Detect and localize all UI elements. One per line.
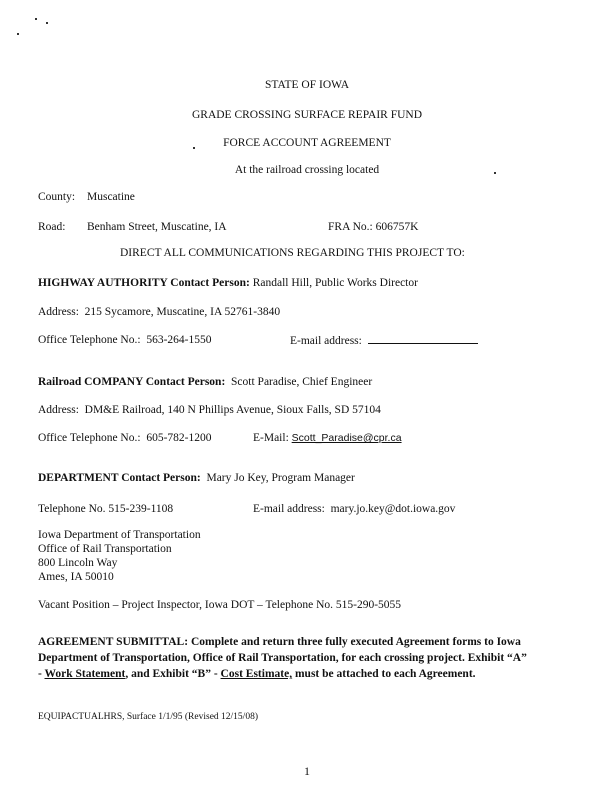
road-value: Benham Street, Muscatine, IA (87, 221, 227, 233)
email-blank-line (368, 333, 478, 344)
address-label: Address: (38, 404, 79, 416)
railroad-heading: Railroad COMPANY Contact Person: (38, 376, 226, 388)
phone-value: 515-239-1108 (108, 503, 174, 515)
department-contact (38, 471, 355, 485)
dept-address-line: Office of Rail Transportation (38, 543, 172, 555)
submittal-text: Complete and return three fully executed Agreement forms to Iowa (190, 636, 521, 648)
page-number: 1 (304, 764, 310, 778)
work-statement: Work Statement (44, 668, 126, 680)
railroad-contact-name: Scott Paradise, Chief Engineer (231, 376, 373, 388)
phone-label: Telephone No. (38, 503, 106, 515)
form-code: EQUIPACTUALHRS, Surface 1/1/95 (Revised 12/15/08) (38, 712, 258, 722)
railroad-email (253, 431, 402, 445)
fra-value: 606757K (375, 221, 419, 233)
email-label: E-mail address: (253, 503, 325, 515)
address-label: Address: (38, 306, 79, 318)
department-contact-name: Mary Jo Key, Program Manager (206, 472, 355, 484)
dept-address-line: 800 Lincoln Way (38, 557, 118, 569)
phone-value: 605-782-1200 (146, 432, 212, 444)
title-fund: GRADE CROSSING SURFACE REPAIR FUND (191, 109, 423, 121)
dept-address-line: Iowa Department of Transportation (38, 529, 201, 541)
crossing-located: At the railroad crossing located (234, 164, 380, 176)
address-value: 215 Sycamore, Muscatine, IA 52761-3840 (84, 306, 281, 318)
phone-label: Office Telephone No.: (38, 432, 141, 444)
submittal-text: must be attached to each Agreement. (292, 668, 476, 680)
email-label: E-mail address: (290, 335, 362, 347)
address-value: DM&E Railroad, 140 N Phillips Avenue, Sioux Falls, SD 57104 (84, 404, 381, 416)
phone-value: 563-264-1550 (146, 334, 212, 346)
highway-address (38, 305, 280, 319)
submittal-line-3 (38, 667, 476, 681)
railroad-phone (38, 431, 211, 445)
road-label: Road: (38, 221, 66, 233)
highway-phone (38, 333, 211, 347)
submittal-line-1 (38, 635, 521, 649)
vacant-position: Vacant Position – Project Inspector, Iowa DOT – Telephone No. 515-290-5055 (38, 599, 402, 611)
highway-contact (38, 276, 418, 290)
email-label: E-Mail: (253, 432, 289, 444)
department-email (253, 502, 455, 516)
cost-estimate: Cost Estimate, (220, 668, 293, 680)
dept-address-line: Ames, IA 50010 (38, 571, 114, 583)
phone-label: Office Telephone No.: (38, 334, 141, 346)
submittal-text: , and Exhibit “B” - (125, 668, 221, 680)
department-phone (38, 502, 173, 516)
email-link[interactable]: Scott_Paradise@cpr.ca (291, 432, 402, 444)
railroad-address (38, 403, 381, 417)
submittal-text: - (38, 668, 45, 680)
railroad-contact (38, 375, 372, 389)
highway-contact-name: Randall Hill, Public Works Director (252, 277, 418, 289)
submittal-heading: AGREEMENT SUBMITTAL: (38, 636, 189, 648)
highway-heading: HIGHWAY AUTHORITY Contact Person: (38, 277, 250, 289)
county-value: Muscatine (87, 191, 135, 203)
submittal-line-2: Department of Transportation, Office of Rail Transportation, for each crossing project. Exhibit “A” (38, 652, 527, 664)
fra-number (328, 220, 418, 234)
highway-email (290, 333, 478, 348)
direct-heading: DIRECT ALL COMMUNICATIONS REGARDING THIS PROJECT TO: (120, 247, 465, 259)
title-agreement: FORCE ACCOUNT AGREEMENT (223, 137, 391, 149)
fra-label: FRA No.: (328, 221, 373, 233)
county-label: County: (38, 191, 76, 203)
email-value: mary.jo.key@dot.iowa.gov (330, 503, 456, 515)
title-state: STATE OF IOWA (264, 79, 350, 91)
department-heading: DEPARTMENT Contact Person: (38, 472, 201, 484)
